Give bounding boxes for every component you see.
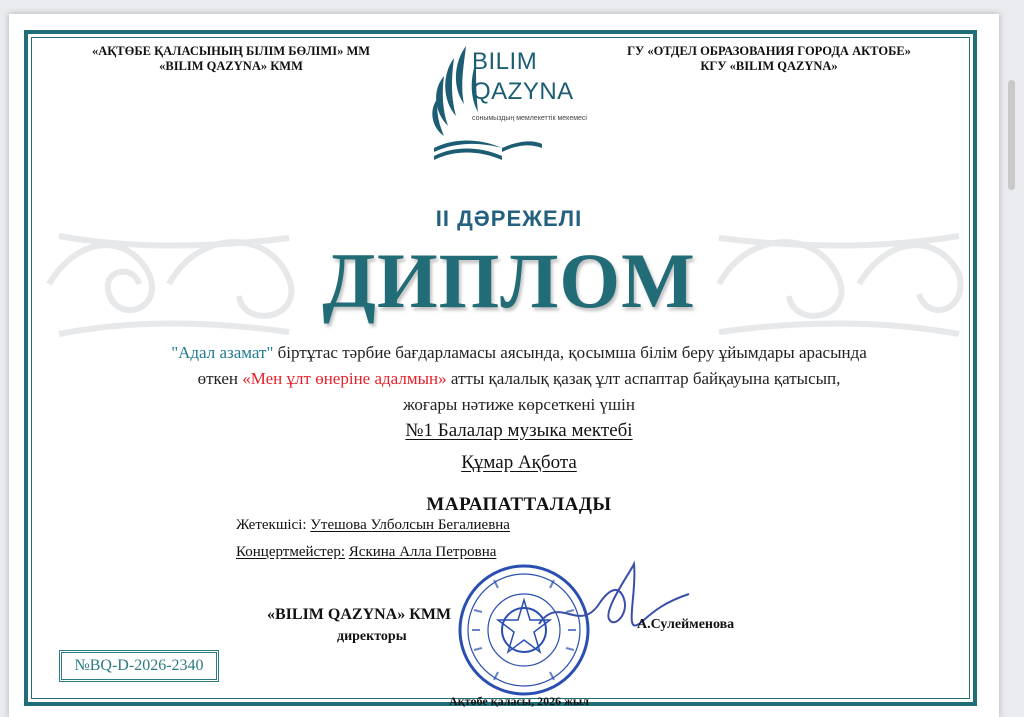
logo-word-qazyna: QAZYNA	[472, 78, 574, 105]
accompanist-label: Концертмейстер:	[236, 544, 346, 560]
serial-number: №BQ-D-2026-2340	[59, 650, 219, 682]
logo-word-bilim: BILIM	[472, 48, 538, 75]
header-right-line2: КГУ «BILIM QAZYNA»	[700, 59, 838, 73]
supervisor-name: Утешова Улболсын Бегалиевна	[310, 517, 510, 533]
header-right-line1: ГУ «ОТДЕЛ ОБРАЗОВАНИЯ ГОРОДА АКТОБЕ»	[627, 44, 911, 58]
award-word: МАРАПАТТАЛАДЫ	[426, 494, 612, 515]
accompanist-name: Яскина Алла Петровна	[348, 544, 497, 560]
organization-name: «BILIM QAZYNA» КММ	[267, 606, 452, 623]
supervisor-line	[236, 517, 510, 534]
degree-label: II ДӘРЕЖЕЛІ	[435, 206, 583, 231]
logo-tagline: сонымыздың мемлекеттік мекемесі	[472, 115, 587, 122]
diploma-title: ДИПЛОМ	[322, 237, 696, 324]
reason-part2: атты қалалық қазақ ұлт аспаптар байқауына қатысып, жоғары нәтиже көрсеткені үшін	[403, 369, 841, 414]
place-date: Ақтөбе қаласы, 2026 жыл	[449, 694, 589, 708]
recipient-name: Құмар Ақбота	[461, 452, 577, 473]
accompanist-line	[236, 544, 496, 561]
scrollbar[interactable]	[1008, 80, 1015, 190]
school-line	[169, 420, 869, 442]
header-right	[599, 44, 939, 74]
supervisor-label: Жетекшісі:	[236, 517, 307, 533]
header-left	[71, 44, 391, 74]
director-role: директоры	[337, 629, 407, 644]
contest-name: «Мен ұлт өнеріне адалмын»	[242, 369, 447, 388]
header-left-line2: «BILIM QAZYNA» КММ	[159, 59, 303, 73]
signature	[529, 554, 699, 654]
certificate-sheet	[9, 14, 999, 717]
recipient-line	[169, 452, 869, 474]
signer-name: А.Сулейменова	[637, 617, 735, 632]
reason-part1: біртұтас тәрбие бағдарламасы аясында, қосымша білім беру ұйымдары арасында өткен	[197, 343, 867, 388]
award-reason-text	[169, 340, 869, 418]
header-left-line1: «АҚТӨБЕ ҚАЛАСЫНЫҢ БІЛІМ БӨЛІМІ» ММ	[91, 44, 371, 58]
school-name: №1 Балалар музыка мектебі	[405, 420, 633, 441]
program-name: "Адал азамат"	[171, 343, 274, 362]
